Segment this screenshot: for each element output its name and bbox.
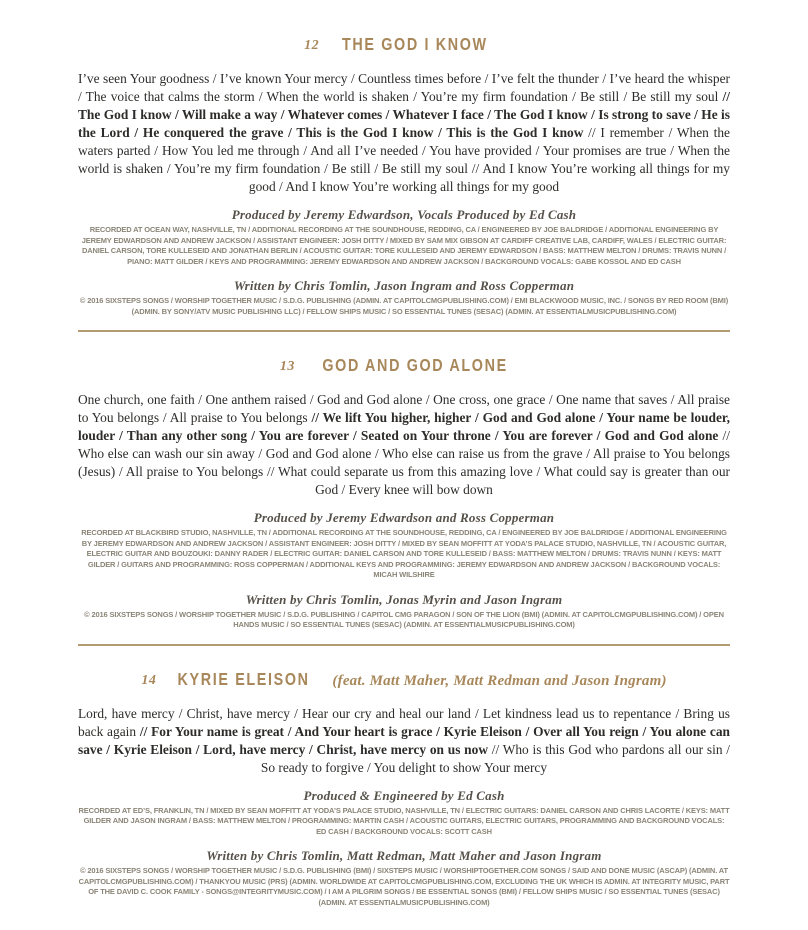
publishing-credits: © 2016 SIXSTEPS SONGS / WORSHIP TOGETHER MUSIC / S.D.G. PUBLISHING (ADMIN. AT CAPITOLCMGPUBLISHING.COM) / EMI BLACKWOOD MUSIC, INC. / SONGS BY RED ROOM (BMI) (ADMIN. BY SONY/ATV MUSIC PUBLISHING LLC) / FELLOW SHIPS MUSIC / SO ESSENTIAL TUNES (SESAC) (ADMIN. AT ESSENTIALMUSICPUBLISHING.COM) <box>79 296 729 316</box>
song-header <box>78 30 730 57</box>
recording-credits: RECORDED AT ED’S, FRANKLIN, TN / MIXED BY SEAN MOFFITT AT YODA’S PALACE STUDIO, NASHVILLE, TN / ELECTRIC GUITARS: DANIEL CARSON AND CHRIS LACORTE / KEYS: MATT GILDER AND JASON INGRAM / BASS: MATTHEW MELTON / PROGRAMMING: MARTIN CASH / ACOUSTIC GUITARS, ELECTRIC GUITARS, PROGRAMMING AND BACKGROUND VOCALS: ED CASH / BACKGROUND VOCALS: SCOTT CASH <box>78 805 730 836</box>
lyric-segment: Lord, have mercy / Christ, have mercy / Hear our cry and heal our land / Let kindness lead us to repentance / Bring us back again <box>78 705 730 739</box>
lyric-segment: // We lift You higher, higher / God and God alone / Your name be louder, louder / Than any other song / You are forever / Seated on Your throne / You are forever / God and God alone <box>78 410 730 443</box>
track-number: 14 <box>141 672 157 688</box>
track-number: 13 <box>279 359 295 374</box>
lyric-segment: // Who else can wash our sin away / God and God alone / Who else can raise us from the grave / All praise to You belongs (Jesus) / All praise to You belongs // What could separate us from this amazing love / What could say is greater than our God / Every knee will bow down <box>78 428 730 497</box>
song-section <box>78 30 730 317</box>
recording-credits: RECORDED AT OCEAN WAY, NASHVILLE, TN / ADDITIONAL RECORDING AT THE SOUNDHOUSE, REDDING, CA / ENGINEERED BY JOE BALDRIDGE / ADDITIONAL ENGINEERING BY JEREMY EDWARDSON AND ANDREW JACKSON / ASSISTANT ENGINEER: JOSH DITTY / MIXED BY SAM MIX GIBSON AT CARDIFF CREATIVE LAB, CARDIFF, WALES / ELECTRIC GUITAR: DANIEL CARSON, TORE KULLESEID AND JONATHAN BERLIN / ACOUSTIC GUITAR: TORE KULLESEID AND JEREMY EDWARDSON / BASS: MATTHEW MELTON / DRUMS: TRAVIS NUNN / PIANO: MATT GILDER / KEYS AND PROGRAMMING: JEREMY EDWARDSON AND ANDREW JACKSON / BACKGROUND VOCALS: GABE KOSSOL AND ED CASH <box>81 225 727 266</box>
produced-by-line: Produced by Jeremy Edwardson, Vocals Produced by Ed Cash <box>231 207 577 222</box>
written-by-line: Written by Chris Tomlin, Matt Redman, Matt Maher and Jason Ingram <box>206 848 602 863</box>
written-by-line: Written by Chris Tomlin, Jason Ingram and Ross Copperman <box>233 278 575 293</box>
song-title-text: KYRIE ELEISON <box>177 668 310 689</box>
song-title-text: GOD AND GOD ALONE <box>322 355 508 375</box>
produced-by-line: Produced by Jeremy Edwardson and Ross Copperman <box>253 510 555 525</box>
song-lyrics <box>78 705 730 777</box>
lyric-segment: // I remember / When the waters parted / How You led me through / And all I’ve needed / You have provided / Your promises are true / When the world is shaken / You’re my firm foundation / Be still / Be still my soul // And I know You’re working all things for my good / And I know You’re working all things for my good <box>78 125 730 194</box>
track-number: 12 <box>304 38 320 53</box>
song-title-text: THE GOD I KNOW <box>342 34 488 54</box>
lyric-segment: // For Your name is great / And Your heart is grace / Kyrie Eleison / Over all You reign / You alone can save / Kyrie Eleison / Lord, have mercy / Christ, have mercy on us now <box>78 723 730 757</box>
lyric-segment: // The God I know / Will make a way / Whatever comes / Whatever I face / The God I know / Is strong to save / He is the Lord / He conquered the grave / This is the God I know / This is the God I know <box>78 89 730 140</box>
song-section <box>78 665 730 909</box>
section-divider <box>78 644 730 646</box>
lyric-segment: // Who is this God who pardons all our sin / So ready to forgive / You delight to show Your mercy <box>260 741 730 775</box>
lyric-segment: I’ve seen Your goodness / I’ve known Your mercy / Countless times before / I’ve felt the thunder / I’ve heard the whisper / The voice that calms the storm / When the world is shaken / You’re my firm foundation / Be still / Be still my soul <box>78 71 730 104</box>
section-divider <box>78 330 730 332</box>
lyric-segment: One church, one faith / One anthem raised / God and God alone / One cross, one grace / One name that saves / All praise to You belongs / All praise to You belongs <box>78 392 730 425</box>
song-feature-credit: (feat. Matt Maher, Matt Redman and Jason Ingram) <box>328 672 667 689</box>
song-header <box>78 665 730 692</box>
song-header <box>78 351 730 378</box>
recording-credits: RECORDED AT BLACKBIRD STUDIO, NASHVILLE, TN / ADDITIONAL RECORDING AT THE SOUNDHOUSE, REDDING, CA / ENGINEERED BY JOE BALDRIDGE / ADDITIONAL ENGINEERING BY JEREMY EDWARDSON AND ANDREW JACKSON / ASSISTANT ENGINEER: JOSH DITTY / MIXED BY SEAN MOFFITT AT YODA’S PALACE STUDIO, NASHVILLE, TN / ACOUSTIC GUITAR, ELECTRIC GUITAR AND BOUZOUKI: DANNY RADER / ELECTRIC GUITAR: DANIEL CARSON AND TORE KULLESEID / BASS: MATTHEW MELTON / DRUMS: TRAVIS NUNN / KEYS: MATT GILDER / GUITARS AND PROGRAMMING: ROSS COPPERMAN / ADDITIONAL KEYS AND PROGRAMMING: JEREMY EDWARDSON AND ANDREW JACKSON / BACKGROUND VOCALS: MICAH WILSHIRE <box>81 528 727 579</box>
written-by-line: Written by Chris Tomlin, Jonas Myrin and Jason Ingram <box>245 591 563 607</box>
publishing-credits: © 2016 SIXSTEPS SONGS / WORSHIP TOGETHER MUSIC / S.D.G. PUBLISHING (BMI) / SIXSTEPS MUSIC / WORSHIPTOGETHER.COM SONGS / SAID AND DONE MUSIC (ASCAP) (ADMIN. AT CAPITOLCMGPUBLISHING.COM) / THANKYOU MUSIC (PRS) (ADMIN. WORLDWIDE AT CAPITOLCMGPUBLISHING.COM, EXCLUDING THE UK WHICH IS ADMIN. AT INTEGRITY MUSIC, PART OF THE DAVID C. COOK FAMILY - SONGS@INTEGRITYMUSIC.COM) / I AM A PILGRIM SONGS / BE ESSENTIAL SONGS (BMI) / FELLOW SHIPS MUSIC / SO ESSENTIAL TUNES (SESAC) (ADMIN. AT ESSENTIALMUSICPUBLISHING.COM) <box>78 866 730 907</box>
song-section <box>78 351 730 631</box>
song-lyrics <box>78 70 730 196</box>
publishing-credits: © 2016 SIXSTEPS SONGS / WORSHIP TOGETHER MUSIC / S.D.G. PUBLISHING / CAPITOL CMG PARAGON / SON OF THE LION (BMI) (ADMIN. AT CAPITOLCMGPUBLISHING.COM) / OPEN HANDS MUSIC / SO ESSENTIAL TUNES (SESAC) (ADMIN. AT ESSENTIALMUSICPUBLISHING.COM) <box>84 609 724 629</box>
song-lyrics <box>78 391 730 499</box>
produced-by-line: Produced & Engineered by Ed Cash <box>303 787 505 803</box>
